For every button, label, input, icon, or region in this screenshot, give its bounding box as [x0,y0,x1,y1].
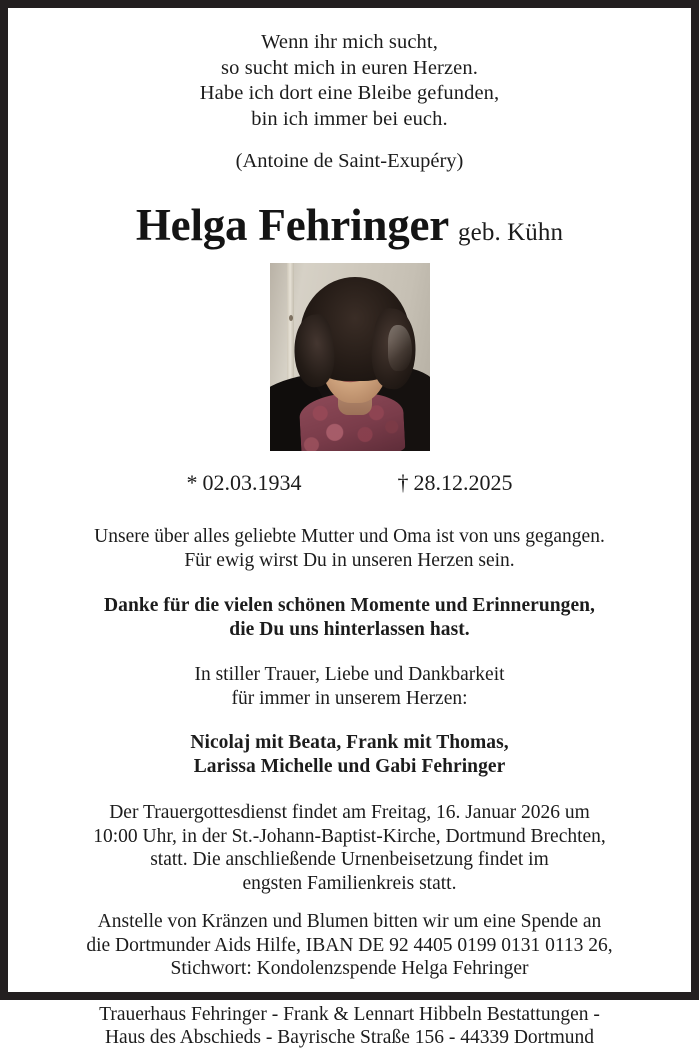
donation-line: die Dortmunder Aids Hilfe, IBAN DE 92 4405 0199 0131 0113 26, [86,934,613,956]
donation-line: Stichwort: Kondolenzspende Helga Fehringer [170,958,529,979]
deceased-name-block [30,200,669,250]
thanks-message [30,594,669,641]
family-line: Larissa Michelle und Gabi Fehringer [193,755,506,777]
birth-date: 02.03.1934 [202,470,302,495]
portrait-photo [270,263,430,451]
death-cross-icon: † [397,470,409,495]
donation-line: Anstelle von Kränzen und Blumen bitten wir um eine Spende an [97,911,602,932]
memorial-poem [30,8,669,174]
death-date: 28.12.2025 [413,470,513,495]
thanks-line: Danke für die vielen schönen Momente und Erinnerungen, [104,595,595,616]
funeral-home-info [30,1003,669,1050]
poem-line: so sucht mich in euren Herzen. [221,56,478,79]
farewell-message [30,525,669,572]
farewell-line: Für ewig wirst Du in unseren Herzen sein. [184,549,515,571]
thanks-line: die Du uns hinterlassen hast. [229,618,470,640]
poem-line: Habe ich dort eine Bleibe gefunden, [199,82,500,104]
service-line: Der Trauergottesdienst findet am Freitag, 16. Januar 2026 um [109,802,590,823]
grief-message [30,663,669,710]
service-line: 10:00 Uhr, in der St.-Johann-Baptist-Kirche, Dortmund Brechten, [93,825,606,847]
photo-hair-highlight [388,325,412,371]
service-line: statt. Die anschließende Urnenbeisetzung findet im [150,849,549,870]
maiden-name: geb. Kühn [458,219,564,246]
portrait-container [30,263,669,451]
photo-background-mark [289,315,293,321]
funeral-home-line: Trauerhaus Fehringer - Frank & Lennart Hibbeln Bestattungen - [99,1003,600,1025]
poem-line: Wenn ihr mich sucht, [261,31,438,53]
birth-star-icon: * [186,470,198,495]
notice-content [8,8,691,1048]
service-details [30,801,669,895]
farewell-line: Unsere über alles geliebte Mutter und Oma ist von uns gegangen. [94,526,605,547]
poem-author: (Antoine de Saint-Exupéry) [235,150,464,172]
service-line: engsten Familienkreis statt. [242,872,457,894]
life-dates [30,470,669,496]
deceased-name: Helga Fehringer [135,200,450,250]
family-line: Nicolaj mit Beata, Frank mit Thomas, [190,732,509,753]
family-names [30,731,669,778]
grief-line: für immer in unserem Herzen: [231,687,468,709]
poem-line: bin ich immer bei euch. [251,107,448,130]
funeral-home-line: Haus des Abschieds - Bayrische Straße 156 - 44339 Dortmund [104,1027,595,1048]
death-date-item [398,470,513,496]
birth-date-item [187,470,302,496]
donation-request [30,910,669,981]
grief-line: In stiller Trauer, Liebe und Dankbarkeit [194,664,505,685]
